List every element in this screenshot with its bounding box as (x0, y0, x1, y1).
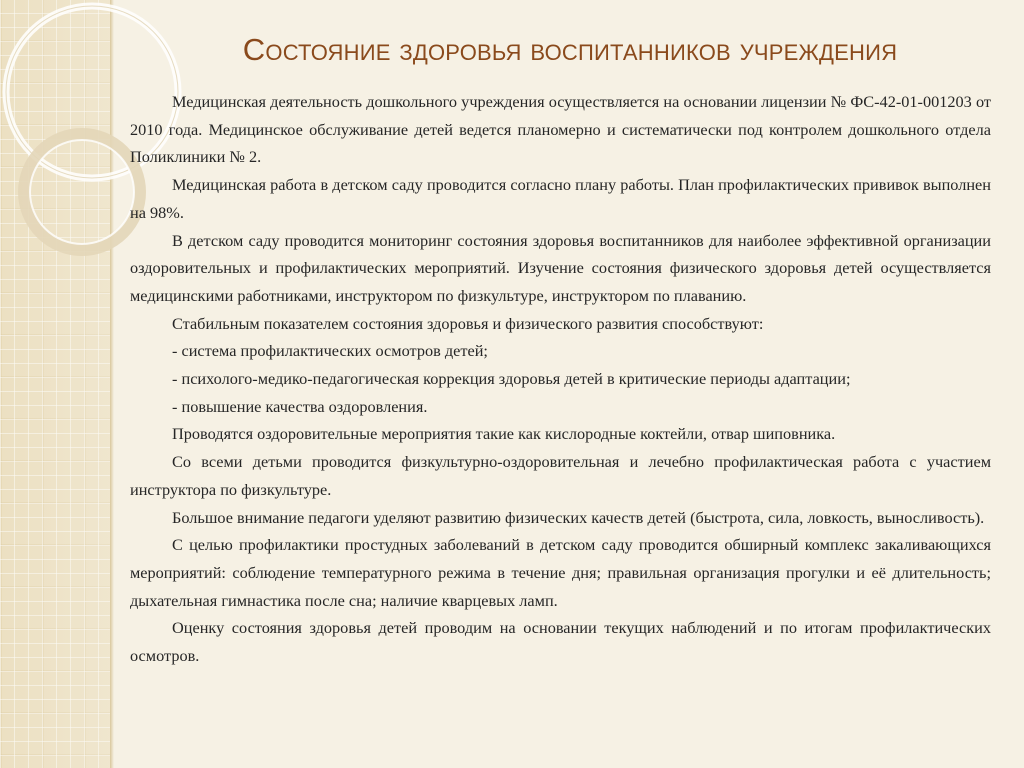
list-item: - повышение качества оздоровления. (172, 396, 428, 416)
small-ring (24, 134, 140, 250)
small-ring-inner (30, 140, 134, 244)
paragraph: Медицинская работа в детском саду проводится согласно плану работы. План профилактических прививок выполнен на 98%. (130, 175, 991, 222)
paragraph: Проводятся оздоровительные мероприятия такие как кислородные коктейли, отвар шиповника. (172, 424, 836, 444)
paragraph: Оценку состояния здоровья детей проводим на основании текущих наблюдений и по итогам профилактических осмотров. (130, 618, 991, 666)
body-text (130, 88, 991, 670)
paragraph: Большое внимание педагоги уделяют развитию физических качеств детей (быстрота, сила, ловкость, выносливость). (172, 507, 985, 527)
slide-title: Состояние здоровья воспитанников учреждения (242, 32, 898, 67)
list-item: - психолого-медико-педагогическая коррекция здоровья детей в критические периоды адаптации; (172, 369, 851, 389)
paragraph: Со всеми детьми проводится физкультурно-оздоровительная и лечебно профилактическая работа с участием инструктора по физкультуре. (130, 452, 991, 499)
list-item: - система профилактических осмотров детей; (172, 341, 488, 361)
paragraph: В детском саду проводится мониторинг состояния здоровья воспитанников для наиболее эффективной организации оздоровительных и профилактических мероприятий. Изучение состояния физического здоровья детей осуществляется медицинскими работниками, инструктором по физкультуре, инструктором по плаванию. (130, 230, 991, 305)
paragraph: С целью профилактики простудных заболеваний в детском саду проводится обширный комплекс закаливающихся мероприятий: соблюдение температурного режима в течение дня; правильная организация прогулки и её длительность; дыхательная гимнастика после сна; наличие кварцевых ламп. (130, 535, 991, 610)
paragraph: Стабильным показателем состояния здоровья и физического развития способствуют: (172, 313, 764, 333)
paragraph: Медицинская деятельность дошкольного учреждения осуществляется на основании лицензии № ФС-42-01-001203 от 2010 года. Медицинское обслуживание детей ведется планомерно и систематически под контролем дошкольного отдела Поликлиники № 2. (130, 92, 991, 167)
